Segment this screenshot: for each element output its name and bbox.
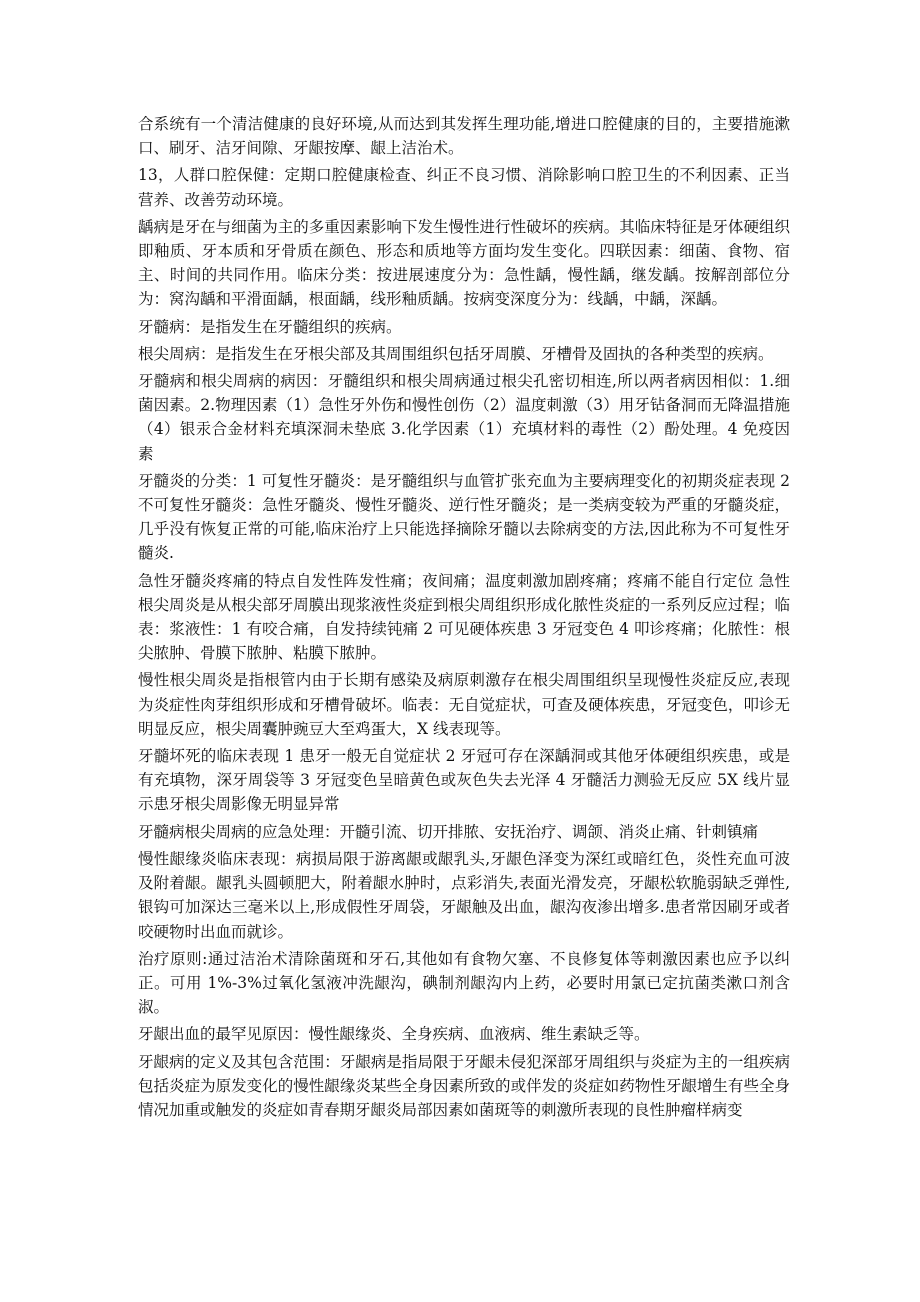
paragraph-chronic-gingivitis: 慢性龈缘炎临床表现：病损局限于游离龈或龈乳头,牙龈色泽变为深红或暗红色，炎性充血可波及附着龈。龈乳头圆顿肥大，附着龈水肿时，点彩消失,表面光滑发亮，牙龈松软脆弱缺乏弹性,银钩可加深达三毫米以上,形成假性牙周袋，牙龈触及出血，龈沟夜渗出增多.患者常因刷牙或者咬硬物时出血而就诊。 [138,849,790,941]
paragraph-chronic-periapical: 慢性根尖周炎是指根管内由于长期有感染及病原刺激存在根尖周围组织呈现慢性炎症反应,表现为炎症性肉芽组织形成和牙槽骨破坏。临表：无自觉症状，可查及硬体疾患，牙冠变色，叩诊无明显反应，根尖周囊肿豌豆大至鸡蛋大，X 线表现等。 [138,671,790,738]
paragraph-gingival-bleeding: 牙龈出血的最罕见原因：慢性龈缘炎、全身疾病、血液病、维生素缺乏等。 [138,1025,650,1044]
paragraph-pulp-disease: 牙髓病：是指发生在牙髓组织的疾病。 [138,317,402,336]
paragraph-pulp-necrosis: 牙髓坏死的临床表现 1 患牙一般无自觉症状 2 牙冠可存在深龋洞或其他牙体硬组织疾患，或是有充填物，深牙周袋等 3 牙冠变色呈暗黄色或灰色失去光泽 4 牙髓活力测验无反应 5X 线片显示患牙根尖周影像无明显异常 [138,747,790,814]
paragraph-emergency-treatment: 牙髓病根尖周病的应急处理：开髓引流、切开排脓、安抚治疗、调颌、消炎止痛、针刺镇痛 [138,822,759,841]
paragraph-acute-pulpitis-pain: 急性牙髓炎疼痛的特点自发性阵发性痛；夜间痛；温度刺激加剧疼痛；疼痛不能自行定位 急性根尖周炎是从根尖部牙周膜出现浆液性炎症到根尖周组织形成化脓性炎症的一系列反应过程；临表：浆液性：1 有咬合痛，自发持续钝痛 2 可见硬体疾患 3 牙冠变色 4 叩诊疼痛；化脓性：根尖脓肿、骨膜下脓肿、粘膜下脓肿。 [138,571,790,663]
paragraph-gingival-disease-definition: 牙龈病的定义及其包含范围：牙龈病是指局限于牙龈未侵犯深部牙周组织与炎症为主的一组疾病包括炎症为原发变化的慢性龈缘炎某些全身因素所致的或伴发的炎症如药物性牙龈增生有些全身情况加重或触发的炎症如青春期牙龈炎局部因素如菌斑等的刺激所表现的良性肿瘤样病变 [138,1052,790,1119]
paragraph-community-oral-health: 13，人群口腔保健：定期口腔健康检查、纠正不良习惯、消除影响口腔卫生的不利因素、正当营养、改善劳动环境。 [138,166,790,209]
paragraph-periapical-disease: 根尖周病：是指发生在牙根尖部及其周围组织包括牙周膜、牙槽骨及固执的各种类型的疾病。 [138,344,774,363]
paragraph-dental-caries: 龋病是牙在与细菌为主的多重因素影响下发生慢性进行性破坏的疾病。其临床特征是牙体硬组织即釉质、牙本质和牙骨质在颜色、形态和质地等方面均发生变化。四联因素：细菌、食物、宿主、时间的共同作用。临床分类：按进展速度分为：急性龋，慢性龋，继发龋。按解剖部位分为：窝沟龋和平滑面龋，根面龋，线形釉质龋。按病变深度分为：线龋，中龋，深龋。 [138,217,790,309]
paragraph-etiology: 牙髓病和根尖周病的病因：牙髓组织和根尖周病通过根尖孔密切相连,所以两者病因相似：1.细菌因素。2.物理因素（1）急性牙外伤和慢性创伤（2）温度刺激（3）用牙钻备洞而无降温措施（4）银汞合金材料充填深洞未垫底 3.化学因素（1）充填材料的毒性（2）酚处理。4 免疫因素 [138,372,790,463]
paragraph-pulpitis-classification: 牙髓炎的分类：1 可复性牙髓炎：是牙髓组织与血管扩张充血为主要病理变化的初期炎症表现 2 不可复性牙髓炎：急性牙髓炎、慢性牙髓炎、逆行性牙髓炎；是一类病变较为严重的牙髓炎症，几乎没有恢复正常的可能,临床治疗上只能选择摘除牙髓以去除病变的方法,因此称为不可复性牙髓炎. [138,471,790,563]
document-body [138,112,790,1125]
paragraph-oral-hygiene-measures: 合系统有一个清洁健康的良好环境,从而达到其发挥生理功能,增进口腔健康的目的，主要措施漱口、刷牙、洁牙间隙、牙龈按摩、龈上洁治术。 [138,115,790,158]
paragraph-treatment-principles: 治疗原则:通过洁治术清除菌斑和牙石,其他如有食物欠塞、不良修复体等刺激因素也应予以纠正。可用 1%-3%过氧化氢液冲洗龈沟，碘制剂龈沟内上药，必要时用氯已定抗菌类漱口剂含淑。 [138,949,790,1017]
